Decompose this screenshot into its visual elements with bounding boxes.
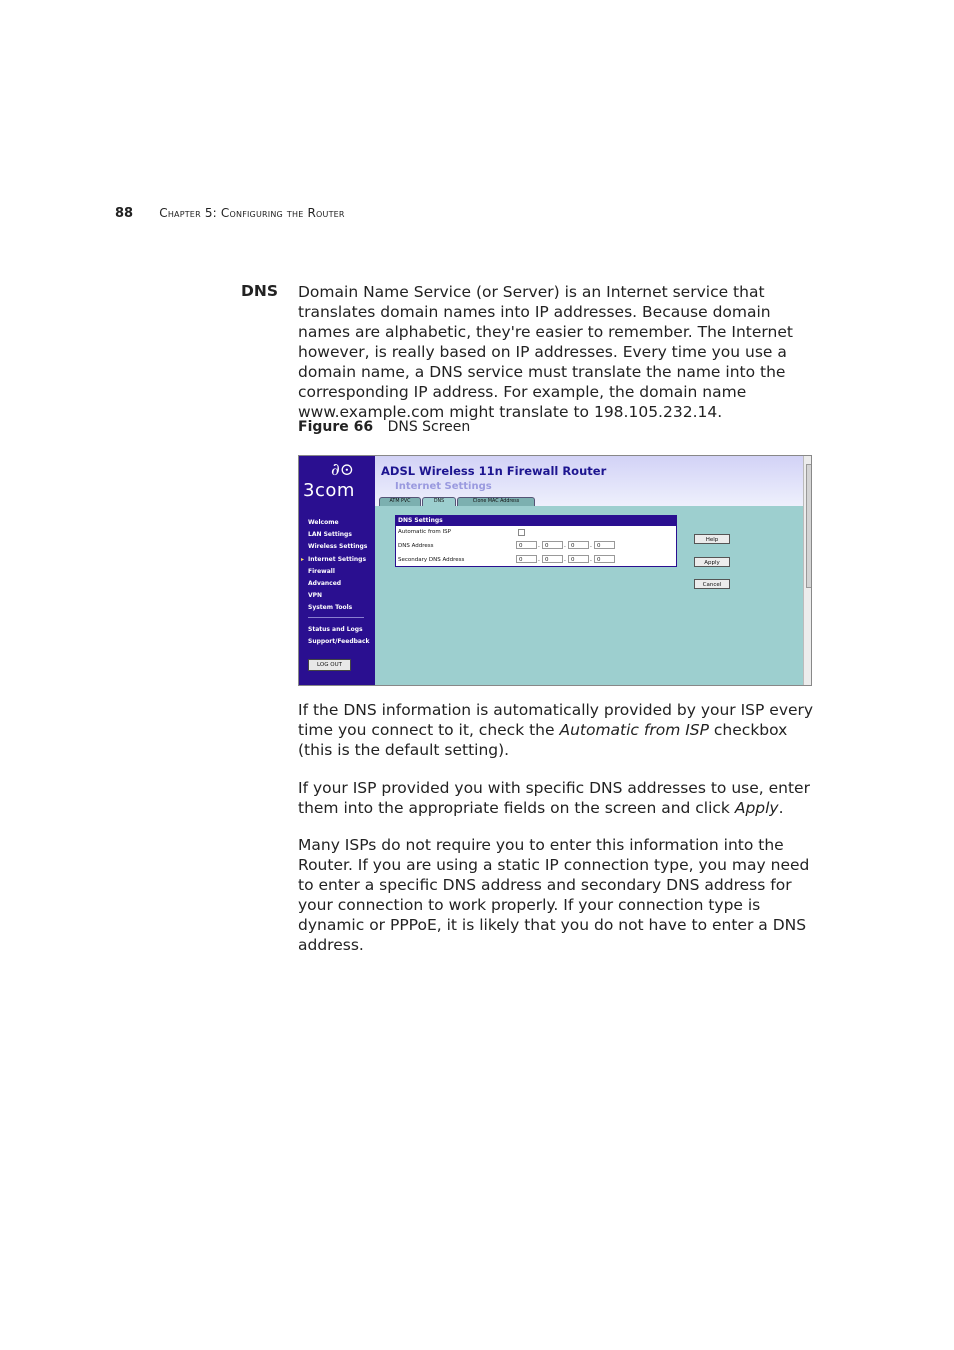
dns-settings-panel: DNS Settings Automatic from ISP DNS Address 0 . 0 . 0 . 0 Secondary DNS Address 0 . 0 . 0 . 0 xyxy=(395,515,677,567)
secondary-dns-octet-1[interactable]: 0 xyxy=(516,555,537,563)
auto-from-isp-label: Automatic from ISP xyxy=(398,529,451,535)
nav-menu-lower xyxy=(308,624,370,648)
3com-logo-word: 3com xyxy=(303,480,355,501)
router-header xyxy=(375,456,803,506)
figure-caption xyxy=(298,419,470,435)
dns-address-label: DNS Address xyxy=(398,543,434,549)
nav-item-advanced[interactable]: Advanced xyxy=(308,579,342,587)
paragraph-isp-requirements: Many ISPs do not require you to enter this information into the Router. If you are using a static IP connection type, you may need to enter a specific DNS address and secondary DNS address for your connection to work properly. If your connection type is dynamic or PPPoE, it is likely that you do not have to enter a DNS address. xyxy=(298,836,810,954)
scrollbar-thumb[interactable] xyxy=(806,464,812,588)
dns-octet-1[interactable]: 0 xyxy=(516,541,537,549)
cancel-button[interactable]: Cancel xyxy=(694,579,730,589)
dns-octet-4[interactable]: 0 xyxy=(594,541,615,549)
chapter-title: Chapter 5: Configuring the Router xyxy=(159,206,345,220)
page-number: 88 xyxy=(115,206,134,221)
emphasis-apply: Apply xyxy=(734,799,779,817)
nav-item-support-feedback[interactable]: Support/Feedback xyxy=(308,638,370,646)
figure-label: Figure 66 xyxy=(298,419,374,435)
panel-title: DNS Settings xyxy=(396,516,676,526)
tab-dns[interactable]: DNS xyxy=(422,497,456,506)
nav-item-wireless-settings[interactable]: Wireless Settings xyxy=(308,543,368,551)
section-subtitle: Internet Settings xyxy=(395,481,492,492)
help-button[interactable]: Help xyxy=(694,534,730,544)
paragraph-automatic: If the DNS information is automatically provided by your ISP every time you connect to it, check the Automatic from ISP checkbox (this is the default setting). xyxy=(298,701,814,759)
product-title: ADSL Wireless 11n Firewall Router xyxy=(381,464,607,478)
tab-clone-mac[interactable]: Clone MAC Address xyxy=(457,497,535,506)
nav-item-system-tools[interactable]: System Tools xyxy=(308,604,353,612)
logout-button[interactable]: LOG OUT xyxy=(308,659,351,671)
3com-logo-mark: ∂⊙ xyxy=(331,460,355,480)
emphasis-automatic-from-isp: Automatic from ISP xyxy=(559,721,709,739)
dns-octet-2[interactable]: 0 xyxy=(542,541,563,549)
nav-divider xyxy=(308,617,364,618)
apply-button[interactable]: Apply xyxy=(694,557,730,567)
secondary-dns-octet-3[interactable]: 0 xyxy=(568,555,589,563)
auto-from-isp-checkbox[interactable] xyxy=(518,529,525,536)
nav-item-status-logs[interactable]: Status and Logs xyxy=(308,626,363,633)
secondary-dns-octet-2[interactable]: 0 xyxy=(542,555,563,563)
dns-screen-figure xyxy=(298,455,812,686)
nav-item-welcome[interactable]: Welcome xyxy=(308,519,339,526)
scrollbar[interactable] xyxy=(803,456,812,686)
nav-menu xyxy=(308,517,367,615)
router-nav-sidebar xyxy=(299,456,375,686)
nav-item-internet-settings[interactable]: ▸ Internet Settings xyxy=(308,554,367,566)
secondary-dns-octet-4[interactable]: 0 xyxy=(594,555,615,563)
section-heading: DNS xyxy=(241,282,279,300)
nav-item-lan-settings[interactable]: LAN Settings xyxy=(308,531,352,539)
nav-item-vpn[interactable]: VPN xyxy=(308,592,323,600)
tab-atm-pvc[interactable]: ATM PVC xyxy=(379,497,421,506)
intro-paragraph: Domain Name Service (or Server) is an Internet service that translates domain names into IP addresses. Because domain names are alphabetic, they're easier to remember. The Internet however, is really based on IP addresses. Every time you use a domain name, a DNS service must translate the name into the corresponding IP address. For example, the domain name www.example.com might translate to 198.105.232.14. xyxy=(298,283,793,421)
paragraph-specific-dns: If your ISP provided you with specific DNS addresses to use, enter them into the appropriate fields on the screen and click Apply. xyxy=(298,779,810,817)
dns-octet-3[interactable]: 0 xyxy=(568,541,589,549)
secondary-dns-label: Secondary DNS Address xyxy=(398,557,465,563)
nav-item-firewall[interactable]: Firewall xyxy=(308,567,335,575)
figure-caption-text: DNS Screen xyxy=(387,419,471,435)
running-head xyxy=(115,206,345,221)
